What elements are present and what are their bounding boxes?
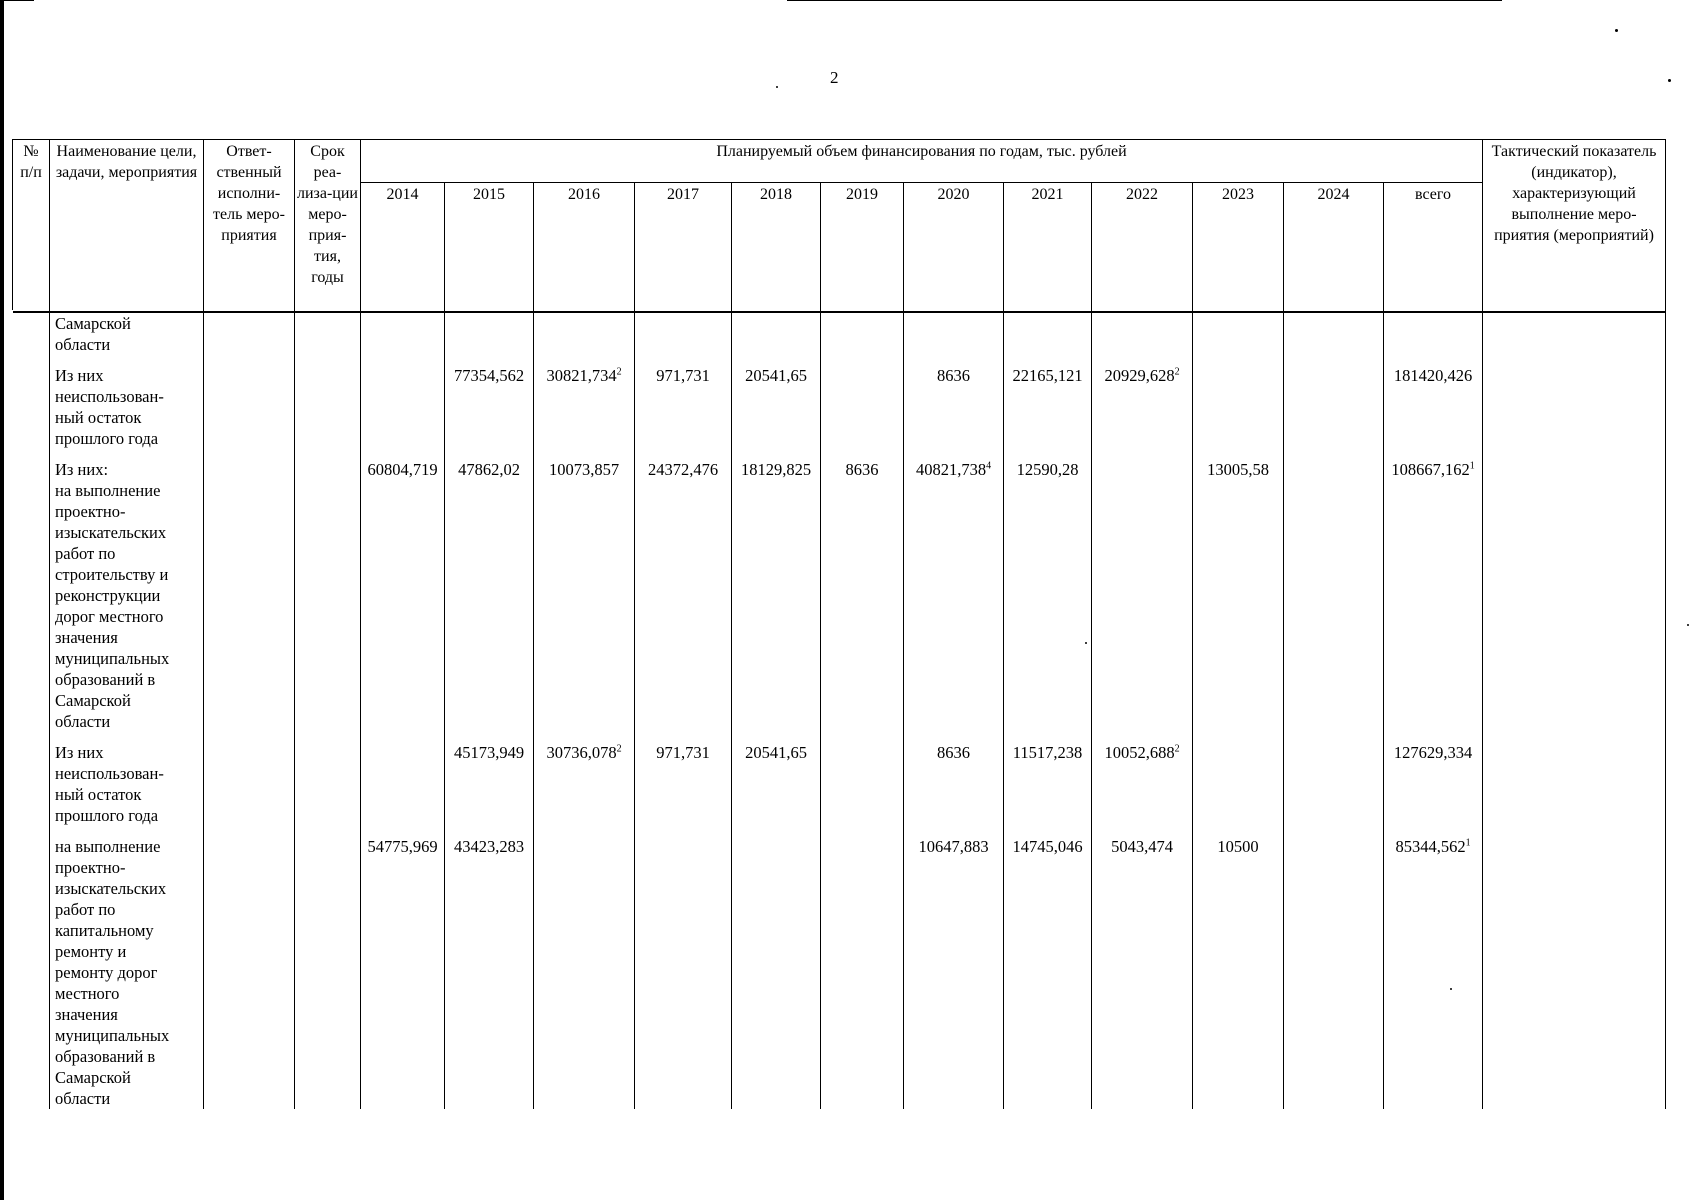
spacer-cell	[1092, 826, 1193, 836]
table-row	[13, 836, 1666, 1109]
cell-value-text: 10500	[1217, 837, 1259, 856]
spacer-cell	[904, 826, 1004, 836]
cell-value-text: 127629,334	[1393, 743, 1473, 762]
cell-value-text: 60804,719	[367, 460, 438, 479]
spacer-cell	[904, 355, 1004, 365]
cell-value	[361, 459, 445, 732]
spacer-cell	[361, 732, 445, 742]
cell-num	[13, 459, 50, 732]
cell-value-text: 30821,734	[546, 366, 617, 385]
spacer-cell	[50, 826, 204, 836]
spacer-cell	[1384, 355, 1483, 365]
scan-speck	[1687, 624, 1689, 626]
spacer-cell	[295, 732, 361, 742]
col-header-year: 2021	[1004, 183, 1092, 313]
spacer-cell	[732, 449, 821, 459]
cell-value	[445, 365, 534, 449]
spacer-cell	[295, 355, 361, 365]
cell-indicator	[1483, 836, 1666, 1109]
spacer-cell	[635, 826, 732, 836]
table-body	[13, 312, 1666, 1109]
cell-value	[635, 836, 732, 1109]
cell-value	[361, 312, 445, 355]
cell-term	[295, 312, 361, 355]
spacer-cell	[204, 826, 295, 836]
spacer-cell	[50, 449, 204, 459]
cell-value	[732, 836, 821, 1109]
spacer-cell	[1004, 355, 1092, 365]
spacer-cell	[13, 355, 50, 365]
spacer-cell	[445, 355, 534, 365]
cell-value-text: 10073,857	[548, 460, 620, 479]
cell-value	[1193, 742, 1284, 826]
spacer-cell	[1483, 355, 1666, 365]
cell-value	[1193, 459, 1284, 732]
spacer-cell	[361, 826, 445, 836]
cell-value	[904, 742, 1004, 826]
spacer-cell	[1193, 449, 1284, 459]
cell-value-text: 22165,121	[1012, 366, 1083, 385]
col-header-num: № п/п	[13, 140, 50, 313]
spacer-cell	[534, 449, 635, 459]
col-header-year: 2020	[904, 183, 1004, 313]
col-header-year: 2022	[1092, 183, 1193, 313]
cell-value-text: 24372,476	[647, 460, 719, 479]
spacer-cell	[445, 732, 534, 742]
table-left-edge	[12, 310, 13, 1180]
spacer-cell	[13, 826, 50, 836]
spacer-cell	[361, 355, 445, 365]
spacer-cell	[1004, 732, 1092, 742]
cell-value-text: 11517,238	[1012, 743, 1083, 762]
cell-value	[904, 312, 1004, 355]
col-header-year: 2018	[732, 183, 821, 313]
col-header-year: 2016	[534, 183, 635, 313]
cell-term	[295, 459, 361, 732]
col-header-total: всего	[1384, 183, 1483, 313]
spacer-cell	[1004, 826, 1092, 836]
cell-value-text: 30736,078	[546, 743, 617, 762]
spacer-cell	[635, 355, 732, 365]
cell-responsible	[204, 365, 295, 449]
spacer-cell	[1092, 355, 1193, 365]
spacer-cell	[821, 355, 904, 365]
cell-total	[1384, 312, 1483, 355]
page-number: 2	[830, 68, 839, 87]
spacer-cell	[445, 826, 534, 836]
cell-value	[635, 312, 732, 355]
footnote-mark: 4	[986, 460, 992, 472]
cell-indicator	[1483, 312, 1666, 355]
cell-value	[821, 365, 904, 449]
cell-value	[534, 836, 635, 1109]
cell-value	[732, 459, 821, 732]
spacer-cell	[1092, 732, 1193, 742]
spacer-cell	[534, 732, 635, 742]
spacer-cell	[50, 355, 204, 365]
cell-value-text: 18129,825	[740, 460, 812, 479]
col-header-year: 2024	[1284, 183, 1384, 313]
spacer-cell	[1193, 732, 1284, 742]
cell-value-text: 20541,65	[745, 743, 807, 762]
cell-value-text: 13005,58	[1207, 460, 1269, 479]
cell-value	[1193, 836, 1284, 1109]
row-spacer	[13, 826, 1666, 836]
footnote-mark: 1	[1469, 460, 1475, 472]
cell-name: Из них неиспользован- ный остаток прошлого года	[50, 365, 204, 449]
cell-value-text: 47862,02	[458, 460, 520, 479]
spacer-cell	[445, 449, 534, 459]
spacer-cell	[361, 449, 445, 459]
cell-value-text: 20929,628	[1104, 366, 1175, 385]
spacer-cell	[1092, 449, 1193, 459]
row-spacer	[13, 449, 1666, 459]
cell-indicator	[1483, 459, 1666, 732]
cell-value	[904, 365, 1004, 449]
cell-value-text: 971,731	[656, 366, 710, 385]
spacer-cell	[204, 449, 295, 459]
funding-table	[12, 139, 1666, 1109]
scan-speck	[776, 86, 778, 88]
scan-speck	[1668, 79, 1671, 82]
cell-num	[13, 836, 50, 1109]
cell-value-text: 40821,738	[915, 460, 987, 479]
spacer-cell	[1284, 826, 1384, 836]
cell-name: Самарской области	[50, 312, 204, 355]
cell-value	[821, 836, 904, 1109]
spacer-cell	[534, 355, 635, 365]
cell-total	[1384, 365, 1483, 449]
spacer-cell	[534, 826, 635, 836]
cell-value	[635, 459, 732, 732]
footnote-mark: 2	[1174, 743, 1180, 755]
cell-indicator	[1483, 742, 1666, 826]
col-header-name: Наименование цели, задачи, мероприятия	[50, 140, 204, 313]
spacer-cell	[1284, 355, 1384, 365]
cell-responsible	[204, 836, 295, 1109]
spacer-cell	[1483, 826, 1666, 836]
cell-value-text: 85344,562	[1395, 837, 1466, 856]
cell-value-text: 43423,283	[453, 837, 525, 856]
cell-num	[13, 312, 50, 355]
cell-term	[295, 742, 361, 826]
cell-num	[13, 365, 50, 449]
cell-value	[361, 742, 445, 826]
cell-value	[635, 365, 732, 449]
cell-value-text: 14745,046	[1012, 837, 1083, 856]
col-header-year: 2019	[821, 183, 904, 313]
cell-term	[295, 836, 361, 1109]
cell-value	[732, 365, 821, 449]
col-header-indicator: Тактический показатель (индикатор), характеризующий выполнение меро-приятия (мероприятий)	[1483, 140, 1666, 313]
cell-value	[1004, 365, 1092, 449]
cell-responsible	[204, 459, 295, 732]
cell-value	[1092, 312, 1193, 355]
footnote-mark: 2	[616, 743, 622, 755]
col-header-funding-group: Планируемый объем финансирования по годам, тыс. рублей	[361, 140, 1483, 183]
cell-num	[13, 742, 50, 826]
cell-total	[1384, 742, 1483, 826]
cell-value	[904, 459, 1004, 732]
cell-value	[1004, 836, 1092, 1109]
cell-value-text: 8636	[845, 460, 879, 479]
col-header-term: Срок реа-лиза-ции меро-прия-тия, годы	[295, 140, 361, 313]
cell-value	[534, 312, 635, 355]
spacer-cell	[904, 732, 1004, 742]
spacer-cell	[1384, 826, 1483, 836]
scan-speck	[1615, 29, 1618, 32]
cell-value	[534, 742, 635, 826]
cell-value	[821, 312, 904, 355]
col-header-year: 2015	[445, 183, 534, 313]
spacer-cell	[13, 732, 50, 742]
cell-value	[635, 742, 732, 826]
cell-value	[732, 312, 821, 355]
cell-value	[821, 459, 904, 732]
cell-value-text: 8636	[937, 366, 970, 385]
table-row	[13, 312, 1666, 355]
cell-value-text: 971,731	[656, 743, 710, 762]
spacer-cell	[821, 826, 904, 836]
cell-term	[295, 365, 361, 449]
cell-value	[445, 836, 534, 1109]
scan-line	[787, 0, 1502, 1]
cell-value	[445, 312, 534, 355]
col-header-year: 2017	[635, 183, 732, 313]
cell-value	[1092, 742, 1193, 826]
row-spacer	[13, 732, 1666, 742]
spacer-cell	[635, 449, 732, 459]
col-header-year: 2023	[1193, 183, 1284, 313]
cell-value-text: 10647,883	[918, 837, 989, 856]
cell-value-text: 8636	[937, 743, 970, 762]
spacer-cell	[635, 732, 732, 742]
spacer-cell	[204, 732, 295, 742]
scan-border-left	[0, 0, 4, 1200]
cell-value-text: 10052,688	[1104, 743, 1175, 762]
cell-value	[1193, 312, 1284, 355]
cell-value-text: 12590,28	[1016, 460, 1079, 479]
cell-value	[1004, 742, 1092, 826]
spacer-cell	[295, 826, 361, 836]
cell-value	[1092, 836, 1193, 1109]
spacer-cell	[1193, 355, 1284, 365]
cell-total	[1384, 459, 1483, 732]
spacer-cell	[1284, 732, 1384, 742]
cell-value-text: 181420,426	[1393, 366, 1473, 385]
cell-name: Из них: на выполнение проектно- изыскательских работ по строительству и реконструкции дорог местного значения муниципальных образований в Самарской области	[50, 459, 204, 732]
spacer-cell	[204, 355, 295, 365]
col-header-responsible: Ответ-ственный исполни-тель меро-приятия	[204, 140, 295, 313]
cell-name: Из них неиспользован- ный остаток прошлого года	[50, 742, 204, 826]
cell-indicator	[1483, 365, 1666, 449]
cell-value	[445, 459, 534, 732]
footnote-mark: 1	[1465, 837, 1471, 849]
spacer-cell	[1384, 449, 1483, 459]
cell-value	[1284, 742, 1384, 826]
cell-value-text: 20541,65	[745, 366, 807, 385]
spacer-cell	[732, 826, 821, 836]
cell-value	[534, 459, 635, 732]
cell-value	[361, 836, 445, 1109]
cell-responsible	[204, 742, 295, 826]
cell-value	[1004, 312, 1092, 355]
row-spacer	[13, 355, 1666, 365]
cell-value	[1092, 365, 1193, 449]
cell-value-text: 5043,474	[1111, 837, 1173, 856]
spacer-cell	[821, 732, 904, 742]
footnote-mark: 2	[1174, 366, 1180, 378]
spacer-cell	[1193, 826, 1284, 836]
spacer-cell	[821, 449, 904, 459]
cell-value	[1284, 365, 1384, 449]
cell-name: на выполнение проектно- изыскательских работ по капитальному ремонту и ремонту дорог местного значения муниципальных образований в Самарской области	[50, 836, 204, 1109]
spacer-cell	[732, 355, 821, 365]
cell-value	[1004, 459, 1092, 732]
spacer-cell	[1384, 732, 1483, 742]
spacer-cell	[1284, 449, 1384, 459]
cell-value	[904, 836, 1004, 1109]
cell-value	[821, 742, 904, 826]
cell-value	[534, 365, 635, 449]
cell-total	[1384, 836, 1483, 1109]
cell-value	[361, 365, 445, 449]
cell-value	[1284, 836, 1384, 1109]
cell-value	[1284, 312, 1384, 355]
table-row	[13, 459, 1666, 732]
cell-value	[445, 742, 534, 826]
cell-value	[1092, 459, 1193, 732]
table-row	[13, 742, 1666, 826]
scan-line	[0, 0, 34, 1]
cell-value-text: 45173,949	[453, 743, 525, 762]
cell-value-text: 108667,162	[1391, 460, 1470, 479]
cell-value	[732, 742, 821, 826]
cell-value-text: 77354,562	[453, 366, 525, 385]
spacer-cell	[295, 449, 361, 459]
table-row	[13, 365, 1666, 449]
cell-value	[1193, 365, 1284, 449]
col-header-year: 2014	[361, 183, 445, 313]
spacer-cell	[1004, 449, 1092, 459]
cell-value-text: 54775,969	[367, 837, 438, 856]
spacer-cell	[732, 732, 821, 742]
spacer-cell	[50, 732, 204, 742]
spacer-cell	[904, 449, 1004, 459]
footnote-mark: 2	[616, 366, 622, 378]
spacer-cell	[1483, 449, 1666, 459]
cell-responsible	[204, 312, 295, 355]
cell-value	[1284, 459, 1384, 732]
spacer-cell	[13, 449, 50, 459]
spacer-cell	[1483, 732, 1666, 742]
